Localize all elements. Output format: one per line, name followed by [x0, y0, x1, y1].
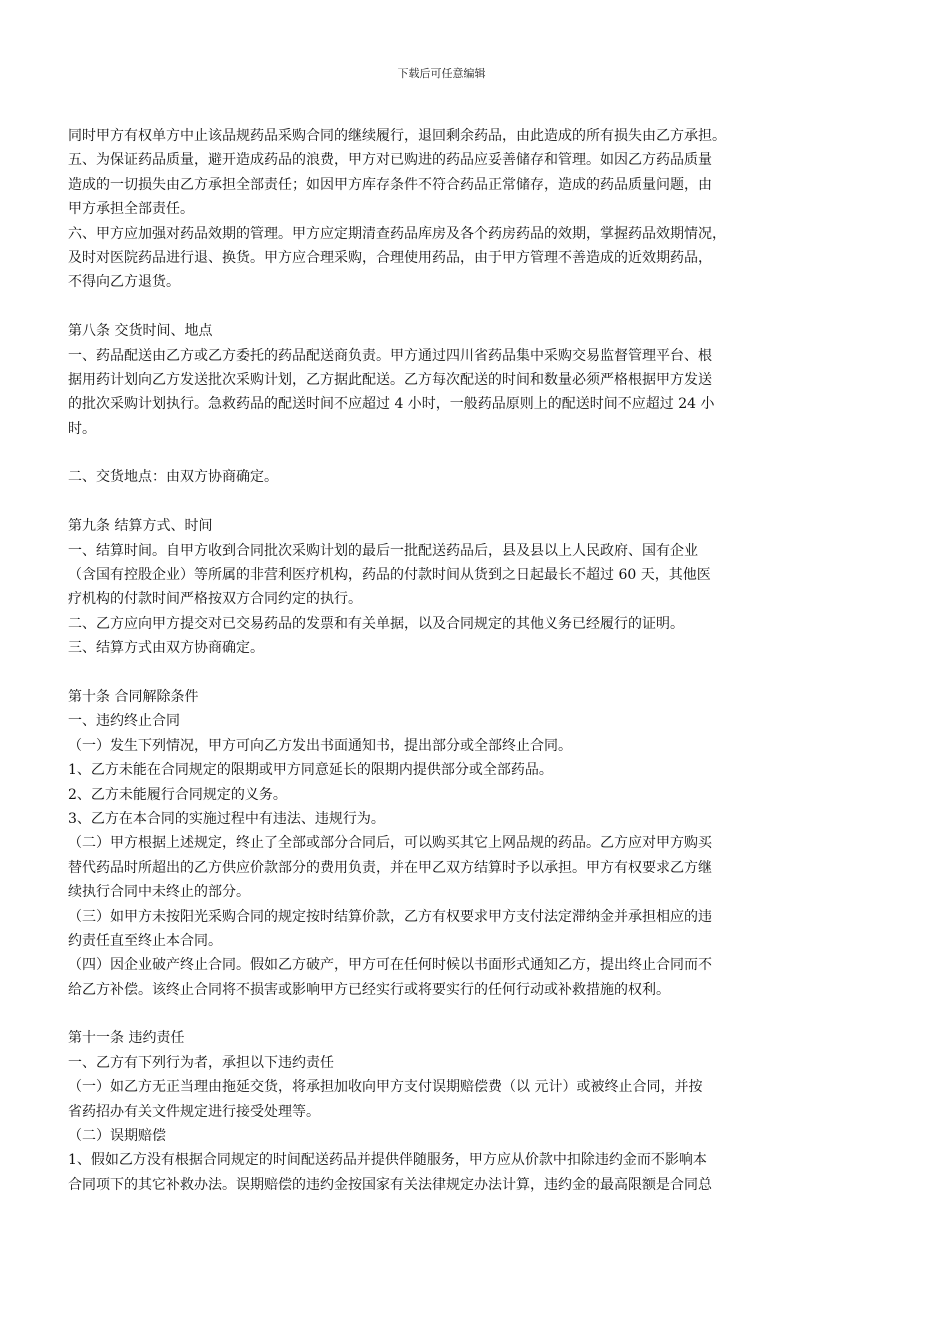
- blank-line: [68, 441, 814, 465]
- blank-line: [68, 295, 814, 319]
- text-line: 造成的一切损失由乙方承担全部责任；如因甲方库存条件不符合药品正常储存，造成的药品质量问题，由: [68, 176, 712, 193]
- text-line: 甲方承担全部责任。: [68, 201, 194, 218]
- text-line: 同时甲方有权单方中止该品规药品采购合同的继续履行，退回剩余药品，由此造成的所有损失由乙方承担。: [68, 128, 726, 144]
- text-line: 一、药品配送由乙方或乙方委托的药品配送商负责。甲方通过四川省药品集中采购交易监督管理平台、根: [68, 347, 712, 364]
- text-line: 第九条 结算方式、时间: [68, 518, 213, 535]
- text-line: （二）甲方根据上述规定，终止了全部或部分合同后，可以购买其它上网品规的药品。乙方应对甲方购买: [68, 835, 712, 852]
- text-line: （三）如甲方未按阳光采购合同的规定按时结算价款，乙方有权要求甲方支付法定滞纳金并承担相应的违: [68, 908, 712, 925]
- text-line: 替代药品时所超出的乙方供应价款部分的费用负责，并在甲乙双方结算时予以承担。甲方有权要求乙方继: [68, 859, 712, 876]
- text-line: 给乙方补偿。该终止合同将不损害或影响甲方已经实行或将要实行的任何行动或补救措施的权利。: [68, 981, 670, 998]
- text-line: 一、结算时间。自甲方收到合同批次采购计划的最后一批配送药品后，县及县以上人民政府、国有企业: [68, 542, 698, 559]
- text-line: 时。: [68, 420, 96, 437]
- text-line: （二）误期赔偿: [68, 1128, 166, 1145]
- text-line: 1、假如乙方没有根据合同规定的时间配送药品并提供伴随服务，甲方应从价款中扣除违约金而不影响本: [68, 1152, 707, 1169]
- text-line: 的批次采购计划执行。急救药品的配送时间不应超过 4 小时，一般药品原则上的配送时间不应超过 24 小: [68, 396, 715, 413]
- text-line: 2、乙方未能履行合同规定的义务。: [68, 786, 287, 803]
- blank-line: [68, 490, 814, 514]
- text-line: 二、交货地点：由双方协商确定。: [68, 469, 278, 486]
- blank-line: [68, 661, 814, 685]
- text-line: （一）发生下列情况，甲方可向乙方发出书面通知书，提出部分或全部终止合同。: [68, 737, 572, 754]
- text-line: 疗机构的付款时间严格按双方合同约定的执行。: [68, 591, 362, 608]
- text-line: 二、乙方应向甲方提交对已交易药品的发票和有关单据，以及合同规定的其他义务已经履行的证明。: [68, 615, 684, 632]
- text-line: 省药招办有关文件规定进行接受处理等。: [68, 1103, 320, 1120]
- text-line: 约责任直至终止本合同。: [68, 932, 222, 949]
- text-line: 1、乙方未能在合同规定的限期或甲方同意延长的限期内提供部分或全部药品。: [68, 762, 553, 779]
- text-line: 据用药计划向乙方发送批次采购计划，乙方据此配送。乙方每次配送的时间和数量必须严格根据甲方发送: [68, 371, 712, 388]
- text-line: 三、结算方式由双方协商确定。: [68, 640, 264, 657]
- text-line: 第十条 合同解除条件: [68, 688, 199, 705]
- text-line: 五、为保证药品质量，避开造成药品的浪费，甲方对已购进的药品应妥善储存和管理。如因乙方药品质量: [68, 152, 712, 169]
- text-line: 一、乙方有下列行为者，承担以下违约责任: [68, 1054, 334, 1071]
- text-line: 合同项下的其它补救办法。误期赔偿的违约金按国家有关法律规定办法计算，违约金的最高限额是合同总: [68, 1176, 712, 1193]
- text-line: 续执行合同中未终止的部分。: [68, 884, 250, 901]
- text-line: 及时对医院药品进行退、换货。甲方应合理采购，合理使用药品，由于甲方管理不善造成的近效期药品，: [68, 249, 712, 266]
- page-header: 下载后可任意编辑: [397, 67, 486, 80]
- text-line: （一）如乙方无正当理由拖延交货，将承担加收向甲方支付误期赔偿费（以 元计）或被终止合同，并按: [68, 1079, 703, 1096]
- text-line: 六、甲方应加强对药品效期的管理。甲方应定期清查药品库房及各个药房药品的效期，掌握药品效期情况，: [68, 225, 726, 242]
- blank-line: [68, 1002, 814, 1026]
- text-line: （四）因企业破产终止合同。假如乙方破产，甲方可在任何时候以书面形式通知乙方，提出终止合同而不: [68, 957, 712, 974]
- text-line: 不得向乙方退货。: [68, 274, 180, 291]
- text-line: 第十一条 违约责任: [68, 1030, 185, 1047]
- text-line: 一、违约终止合同: [68, 713, 180, 730]
- text-line: 第八条 交货时间、地点: [68, 323, 213, 340]
- text-line: 3、乙方在本合同的实施过程中有违法、违规行为。: [68, 810, 385, 827]
- text-line: （含国有控股企业）等所属的非营利医疗机构，药品的付款时间从货到之日起最长不超过 60 天，其他医: [68, 567, 711, 584]
- document-body: [68, 124, 814, 1197]
